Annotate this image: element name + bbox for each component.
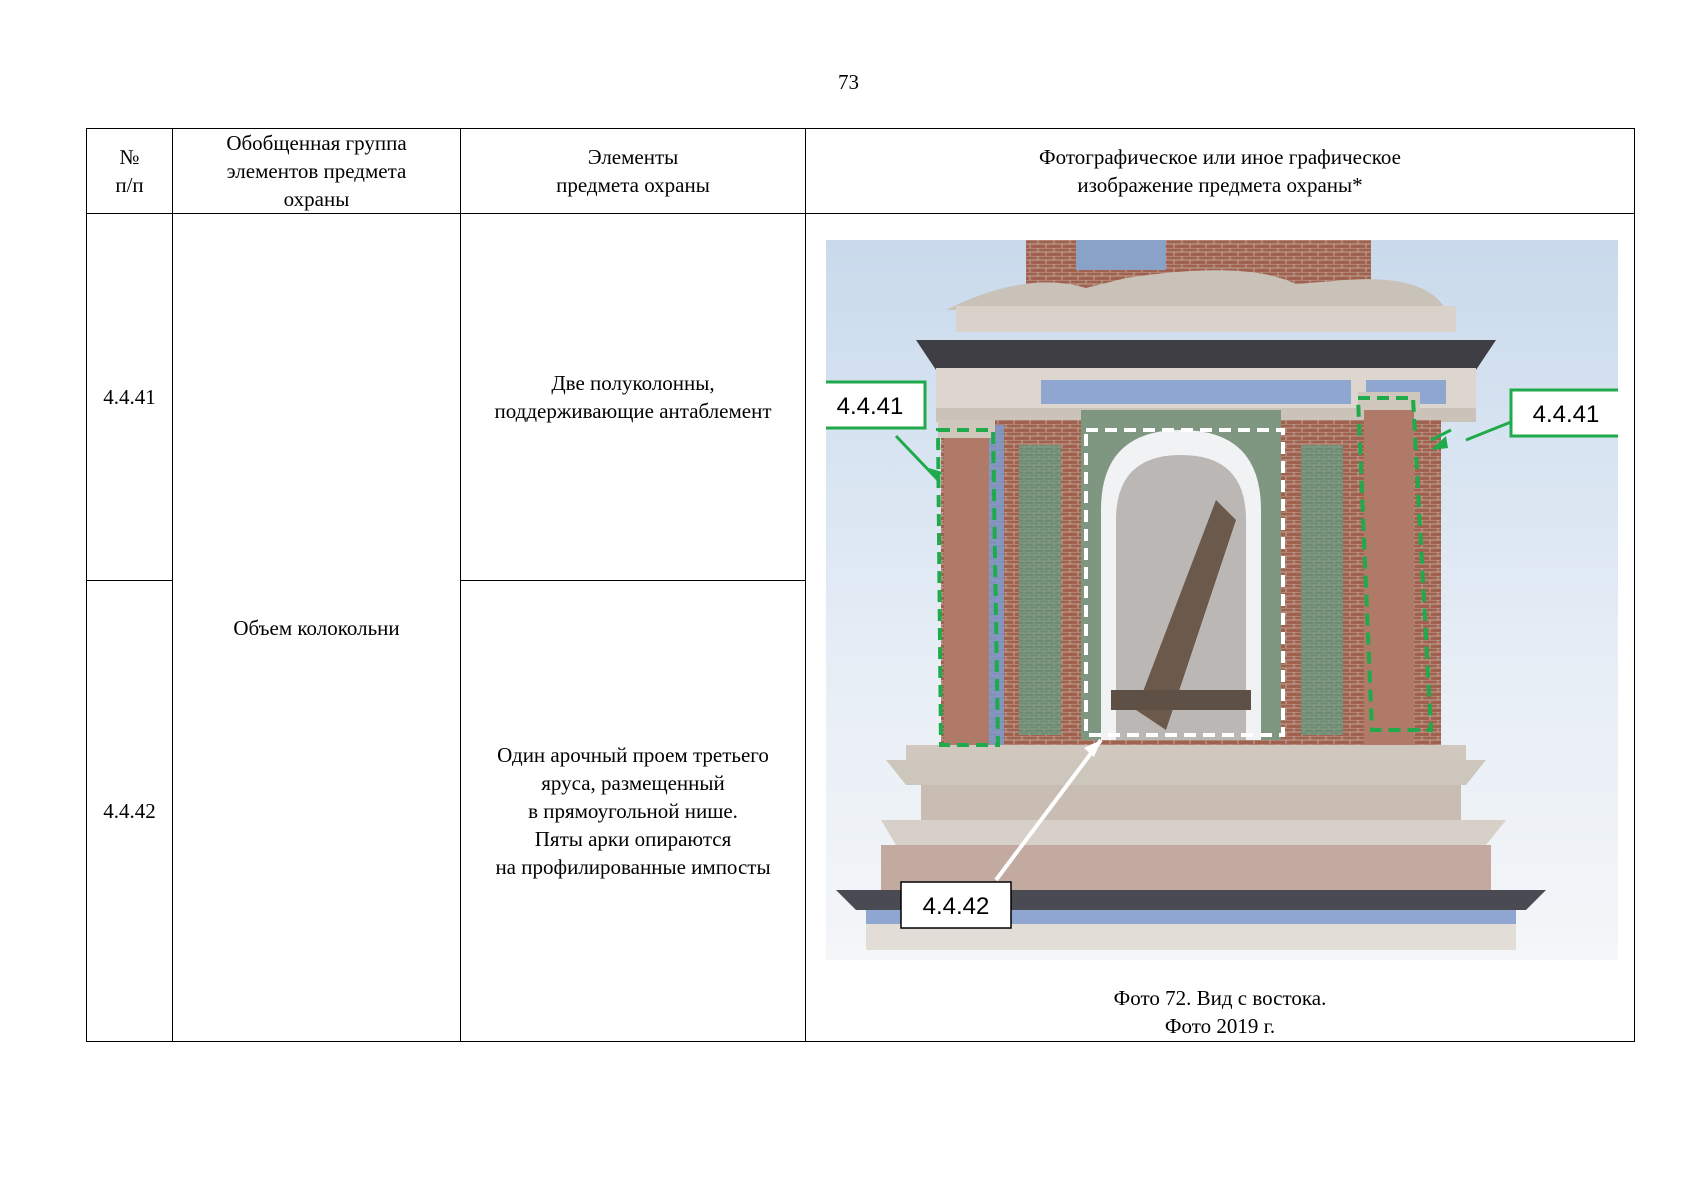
header-elements-line2: предмета охраны xyxy=(556,173,710,197)
row-number: 4.4.41 xyxy=(87,214,173,581)
caption-line1: Фото 72. Вид с востока. xyxy=(1113,986,1327,1010)
half-column-left xyxy=(944,430,989,750)
callout-label: 4.4.42 xyxy=(922,893,990,920)
callout-4-4-41-left xyxy=(826,382,925,428)
green-panel xyxy=(1019,445,1061,735)
photo-caption xyxy=(806,984,1634,1040)
header-elements-line1: Элементы xyxy=(587,145,679,169)
protection-table xyxy=(86,128,1635,1042)
element-line: яруса, размещенный xyxy=(541,771,725,795)
header-elements xyxy=(461,129,806,214)
element-line: на профилированные импосты xyxy=(495,855,771,879)
photo-cell xyxy=(806,214,1635,1042)
table-header-row xyxy=(87,129,1635,214)
callout-4-4-41-right xyxy=(1511,390,1618,436)
header-num-line2: п/п xyxy=(115,173,144,197)
header-image-line1: Фотографическое или иное графическое xyxy=(1039,145,1401,169)
callout-4-4-42 xyxy=(901,882,1011,928)
header-group-line1: Обобщенная группа xyxy=(226,131,407,155)
header-num xyxy=(87,129,173,214)
group-cell: Объем колокольни xyxy=(173,214,461,1042)
header-image-line2: изображение предмета охраны* xyxy=(1077,173,1363,197)
row-number: 4.4.42 xyxy=(87,581,173,1042)
element-line: Один арочный проем третьего xyxy=(497,743,769,767)
header-group-line2: элементов предмета xyxy=(226,159,407,183)
header-group xyxy=(173,129,461,214)
element-line: Две полуколонны, xyxy=(551,371,715,395)
element-description xyxy=(461,214,806,581)
header-image xyxy=(806,129,1635,214)
header-num-line1: № xyxy=(119,145,140,169)
page-number: 73 xyxy=(838,70,859,94)
callout-label: 4.4.41 xyxy=(836,393,904,420)
element-line: поддерживающие антаблемент xyxy=(494,399,772,423)
bell-tower-illustration xyxy=(826,240,1618,960)
caption-line2: Фото 2019 г. xyxy=(1164,1014,1276,1038)
cornice-dark xyxy=(916,340,1496,370)
element-line: Пяты арки опираются xyxy=(534,827,732,851)
green-panel xyxy=(1301,445,1343,735)
callout-label: 4.4.41 xyxy=(1532,401,1600,428)
table-row xyxy=(87,214,1635,581)
element-line: в прямоугольной нише. xyxy=(528,799,738,823)
element-description xyxy=(461,581,806,1042)
bell-tower-photo xyxy=(826,240,1618,960)
header-group-line3: охраны xyxy=(283,187,350,211)
